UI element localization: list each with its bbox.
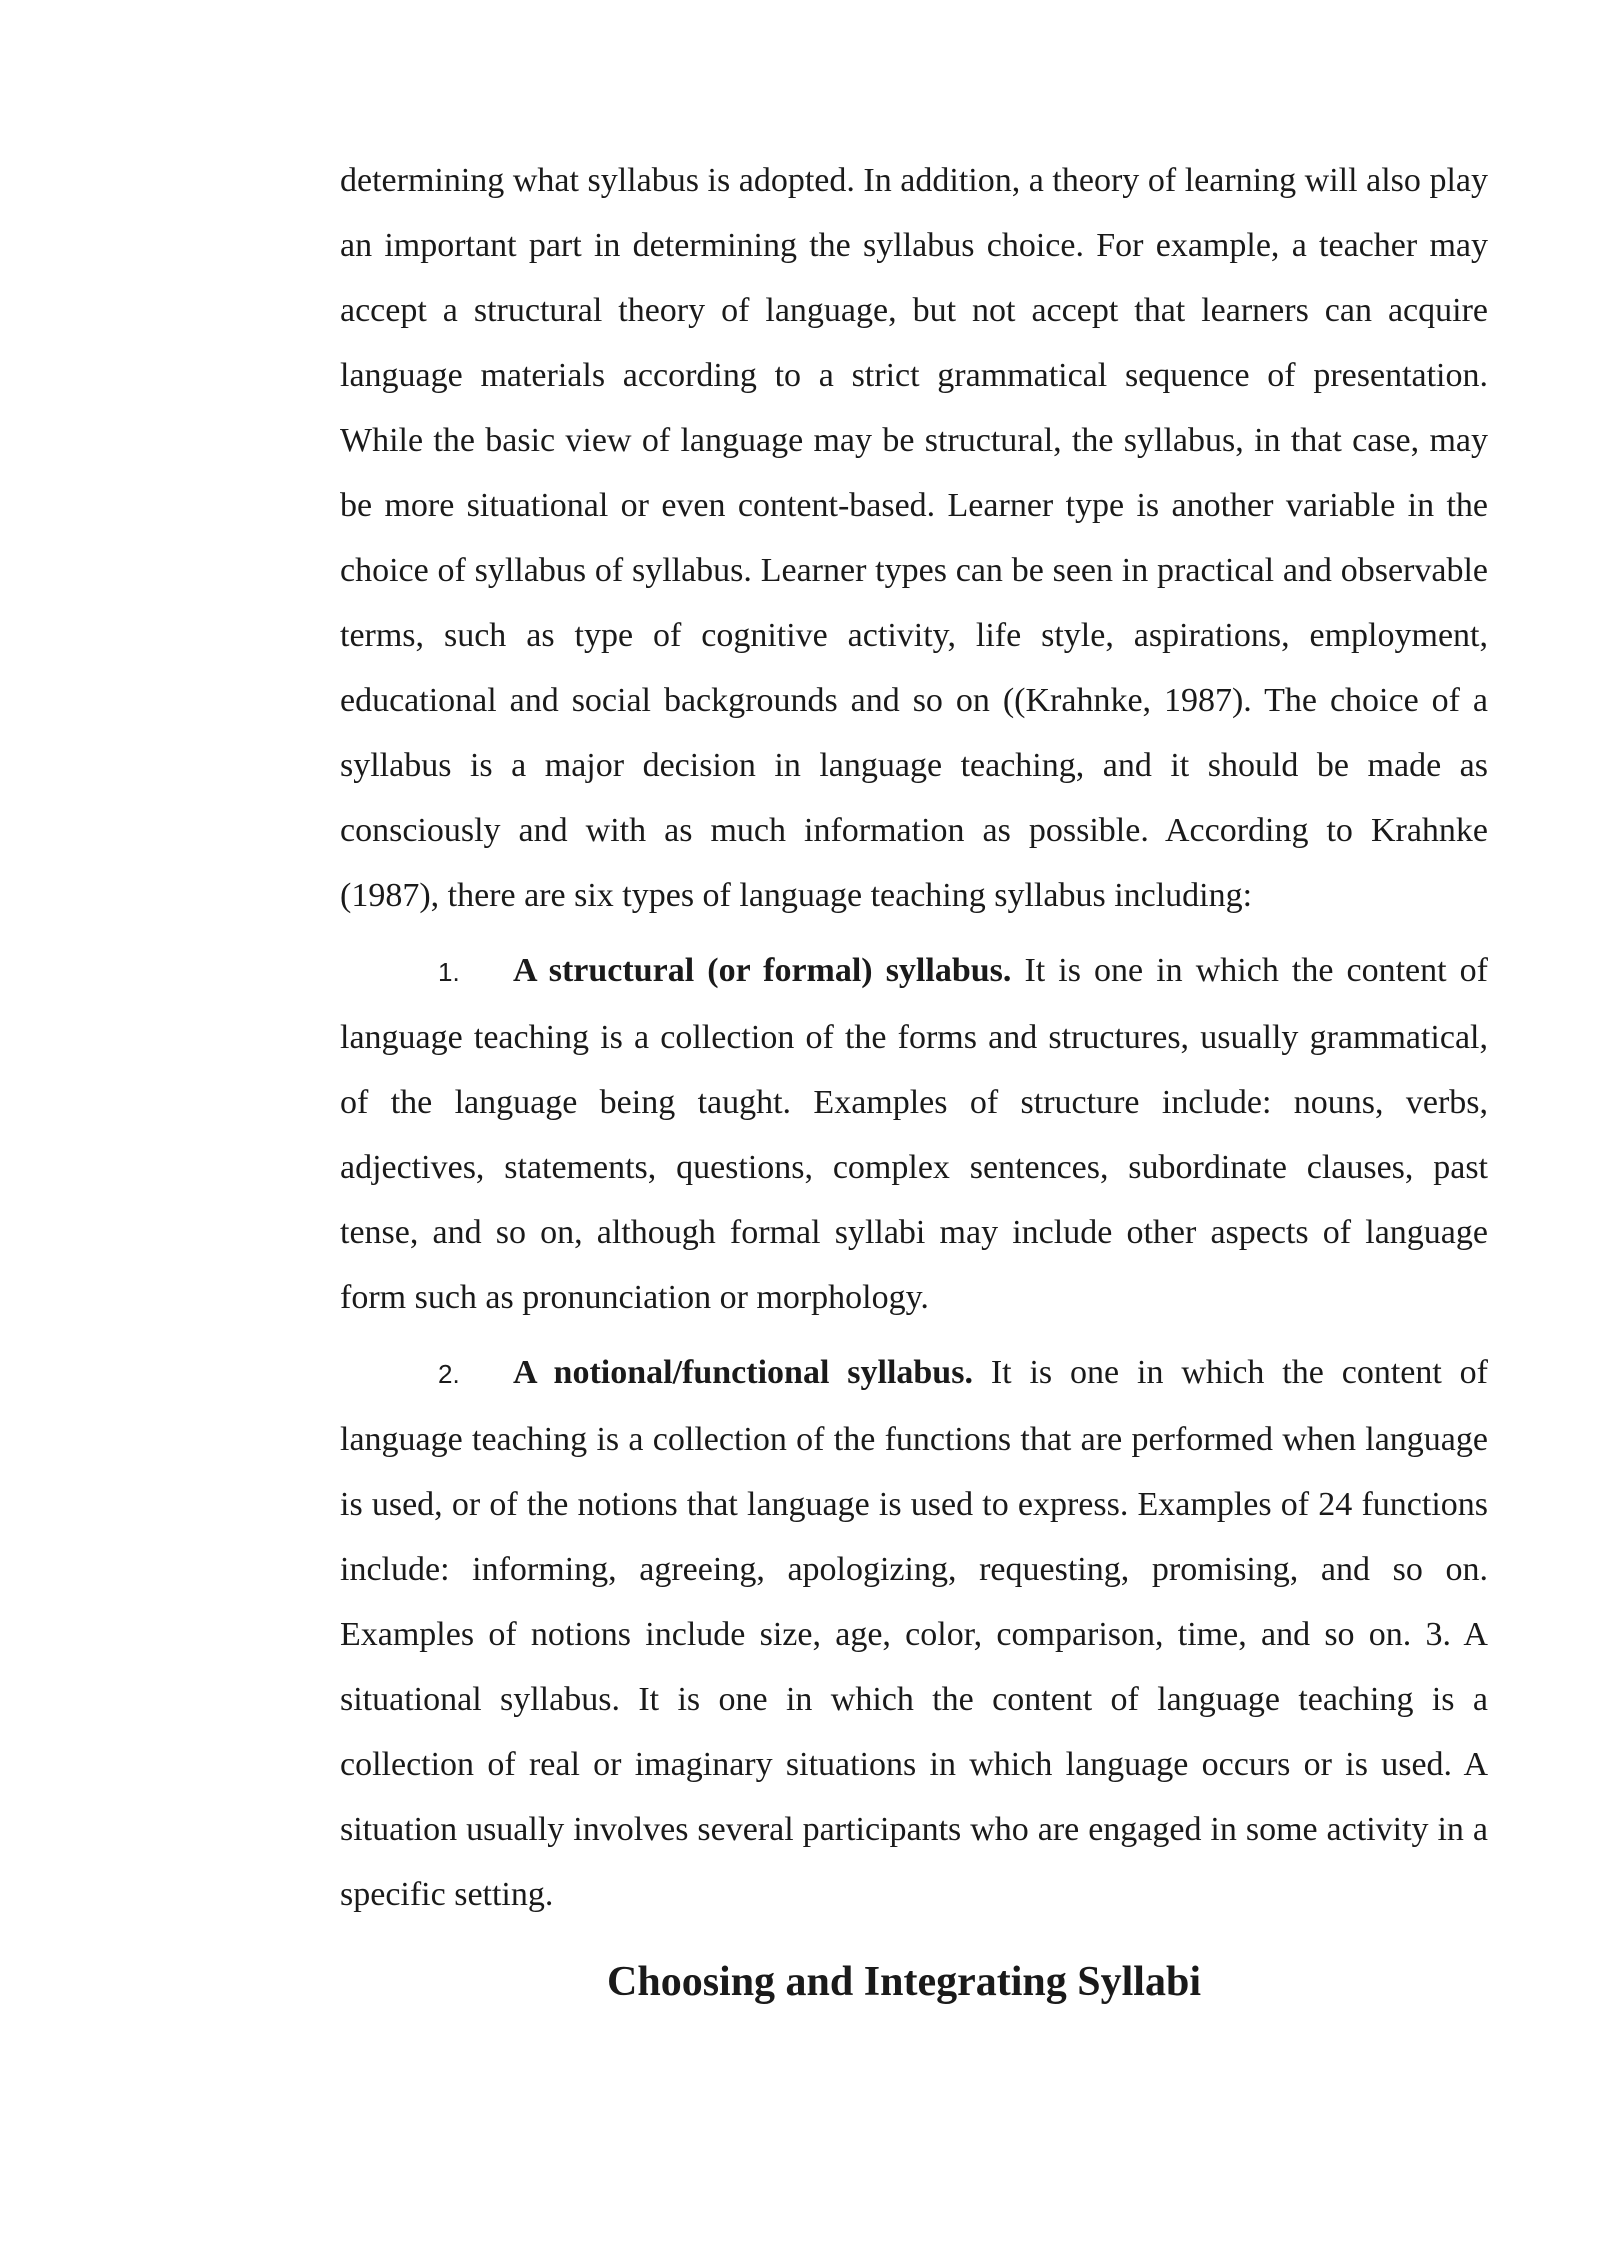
list-number: 2. <box>438 1359 460 1389</box>
list-number: 1. <box>438 957 460 987</box>
document-page <box>340 148 1488 2017</box>
list-item-body: It is one in which the content of language teaching is a collection of the functions that are performed when language is used, or of the notions that language is used to express. Examples of 24 functions include: informing, agreeing, apologizing, requesting, promising, and so on. Examples of notions include size, age, color, comparison, time, and so on. 3. A situational syllabus. It is one in which the content of language teaching is a collection of real or imaginary situations in which language occurs or is used. A situation usually involves several participants who are engaged in some activity in a specific setting. <box>340 1354 1488 1913</box>
list-item-title: A notional/functional syllabus. <box>513 1354 973 1391</box>
list-item-notional-functional <box>340 1340 1488 1927</box>
intro-paragraph: determining what syllabus is adopted. In addition, a theory of learning will also play an important part in determining the syllabus choice. For example, a teacher may accept a structural theory of language, but not accept that learners can acquire language materials according to a strict grammatical sequence of presentation. While the basic view of language may be structural, the syllabus, in that case, may be more situational or even content-based. Learner type is another variable in the choice of syllabus of syllabus. Learner types can be seen in practical and observable terms, such as type of cognitive activity, life style, aspirations, employment, educational and social backgrounds and so on ((Krahnke, 1987). The choice of a syllabus is a major decision in language teaching, and it should be made as consciously and with as much information as possible. According to Krahnke (1987), there are six types of language teaching syllabus including: <box>340 162 1488 914</box>
list-item-body: It is one in which the content of language teaching is a collection of the forms and structures, usually grammatical, of the language being taught. Examples of structure include: nouns, verbs, adjectives, statements, questions, complex sentences, subordinate clauses, past tense, and so on, although formal syllabi may include other aspects of language form such as pronunciation or morphology. <box>340 952 1488 1316</box>
list-item-title: A structural (or formal) syllabus. <box>513 952 1012 989</box>
section-heading: Choosing and Integrating Syllabi <box>607 1959 1201 2005</box>
list-item-structural <box>340 938 1488 1330</box>
